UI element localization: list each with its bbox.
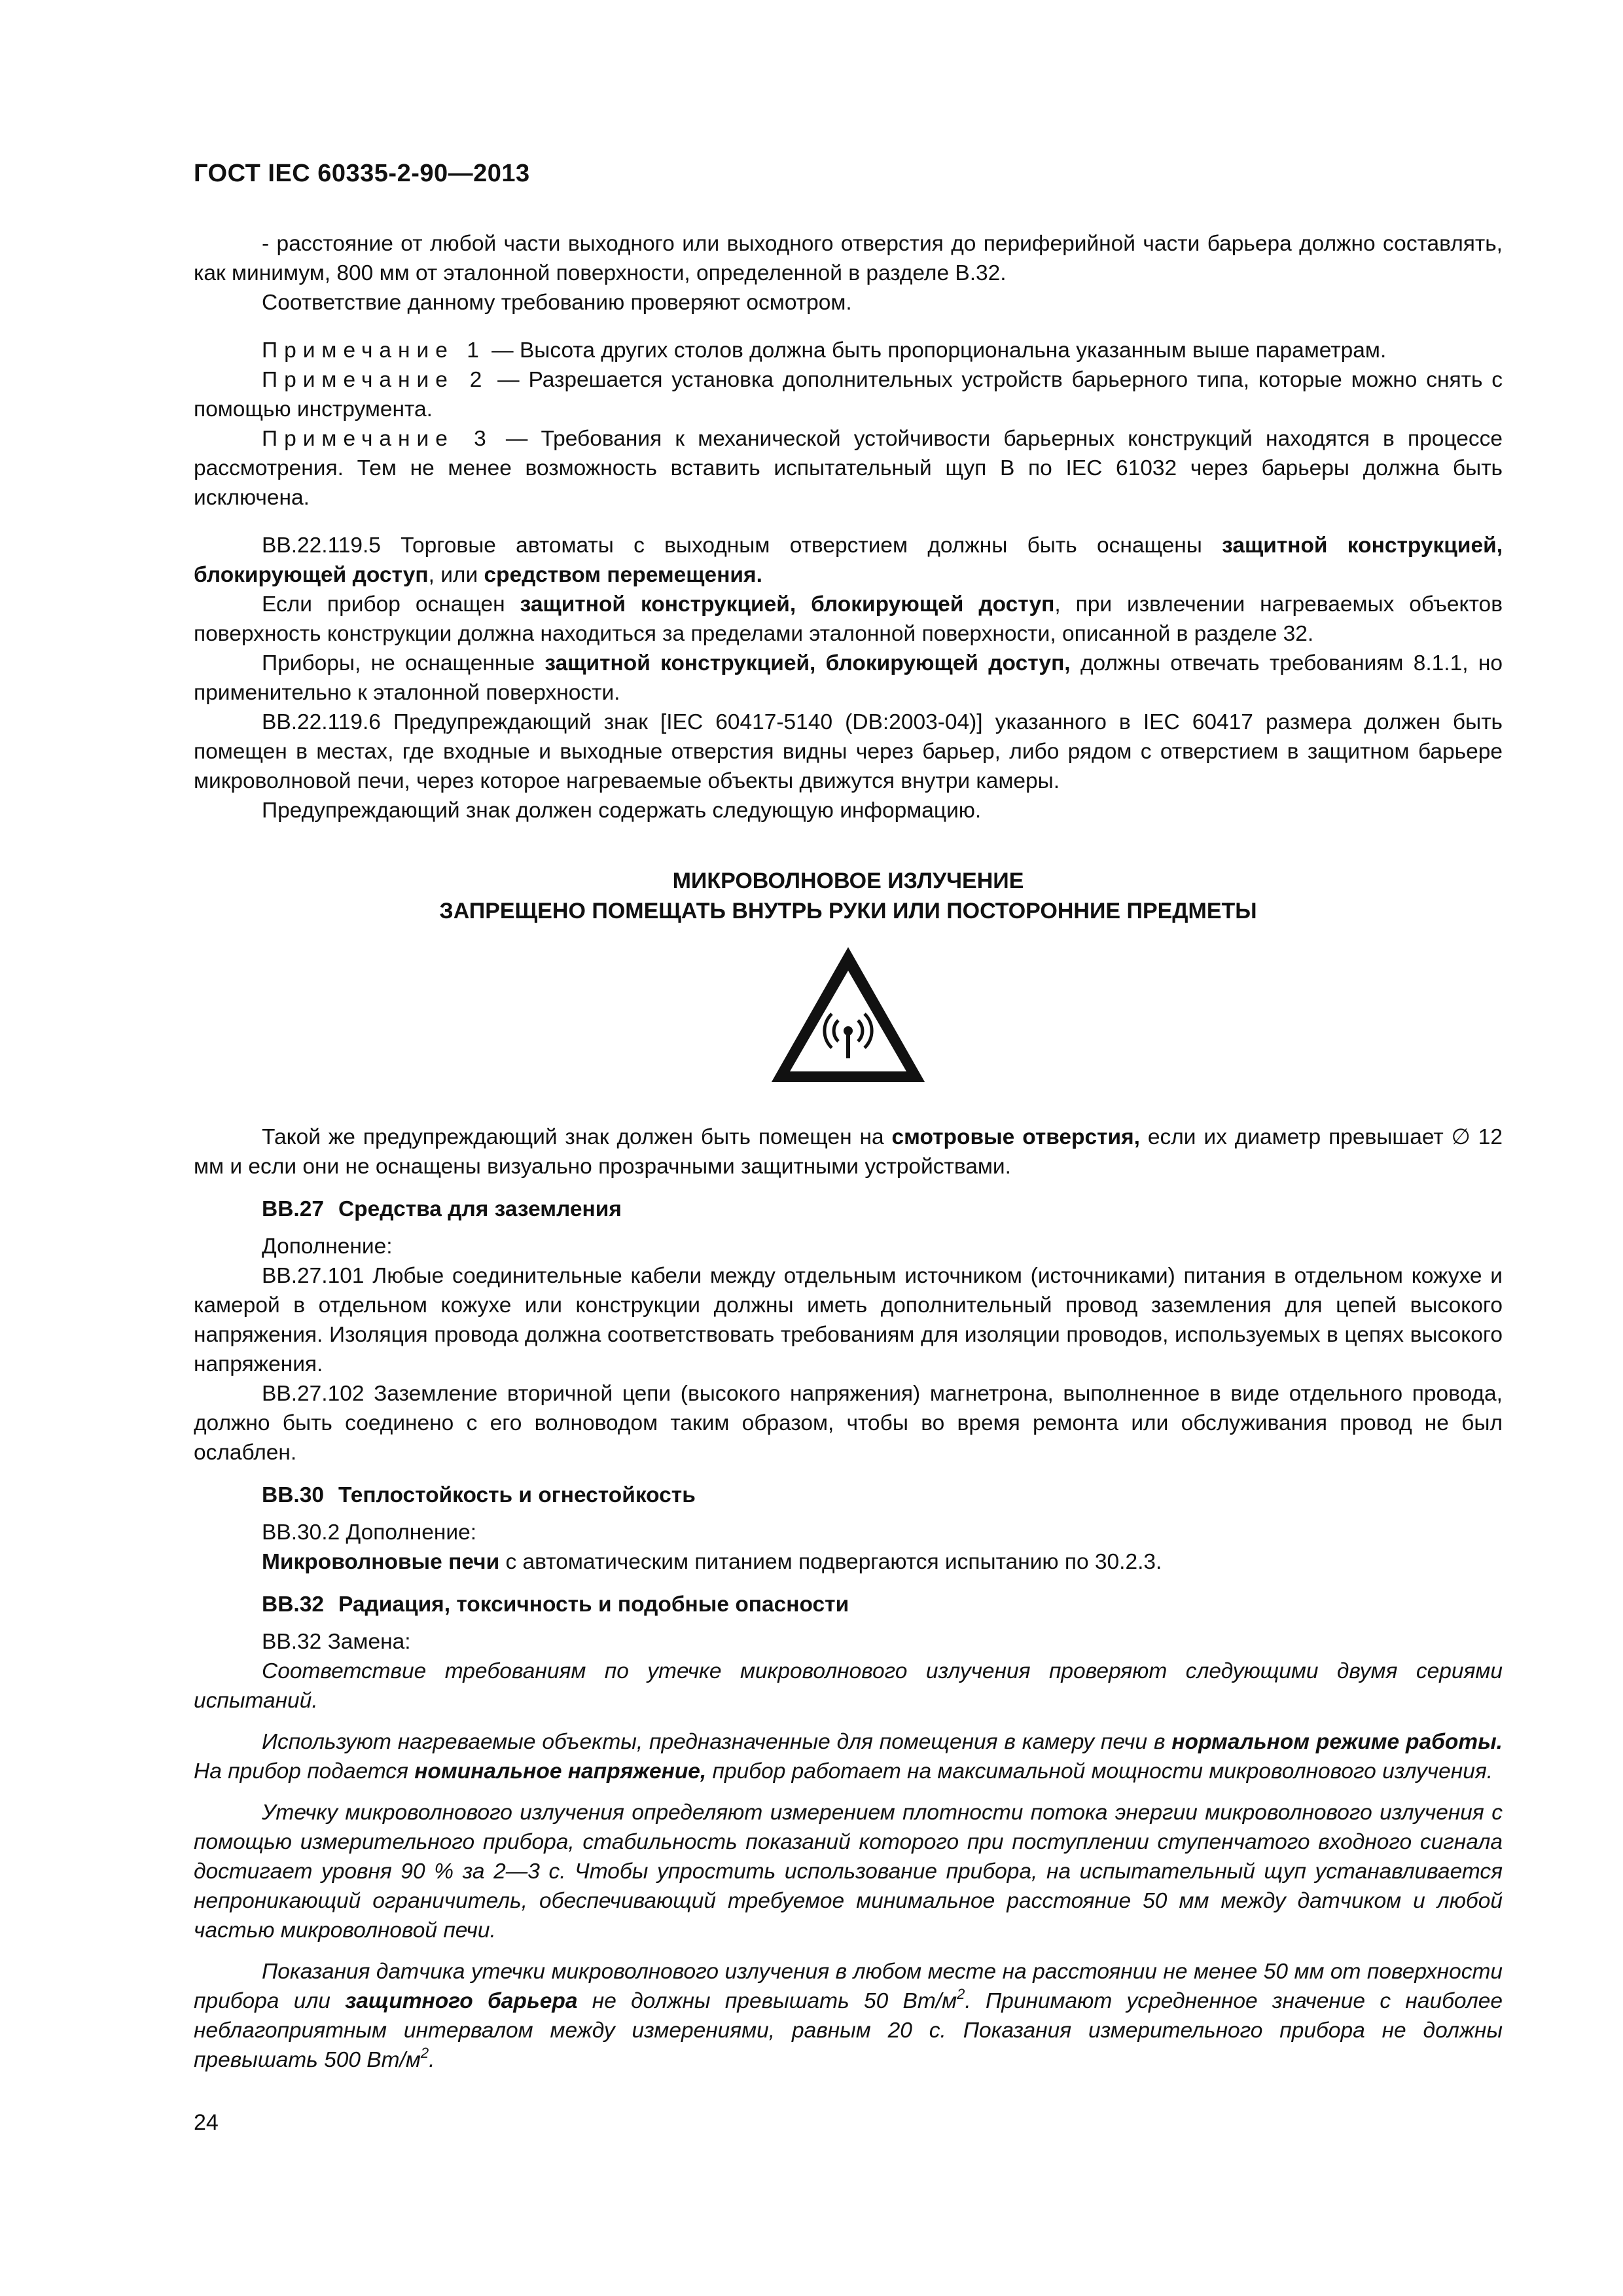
text-run: Используют нагреваемые объекты, предназначенные для помещения в камеру печи в [262, 1730, 1172, 1754]
section-title: Средства для заземления [338, 1197, 622, 1221]
section-number: ВВ.27 [262, 1197, 324, 1221]
paragraph-heated-objects [194, 1727, 1503, 1786]
clause-bb22-119-5 [194, 531, 1503, 590]
term-bold: защитного барьера [345, 1989, 578, 2013]
clause-bb27-102: ВВ.27.102 Заземление вторичной цепи (высокого напряжения) магнетрона, выполненное в виде отдельного провода, должно быть соединено с его волноводом таким образом, чтобы во время ремонта или обслуживания провод не был ослаблен. [194, 1382, 1503, 1465]
non-ionizing-radiation-warning-icon [768, 943, 929, 1087]
paragraph-sign-info: Предупреждающий знак должен содержать следующую информацию. [262, 798, 982, 823]
section-number: ВВ.30 [262, 1483, 324, 1507]
text-run: с автоматическим питанием подвергаются испытанию по 30.2.3. [499, 1550, 1162, 1574]
paragraph-access-barrier [194, 590, 1503, 649]
note-2 [194, 365, 1503, 424]
warning-title-line1: МИКРОВОЛНОВОЕ ИЗЛУЧЕНИЕ [672, 869, 1024, 893]
standard-header: ГОСТ IEC 60335-2-90—2013 [194, 160, 530, 187]
text-run: . [429, 2048, 435, 2072]
paragraph-viewing-openings [194, 1122, 1503, 1181]
text-run: , или [428, 563, 484, 587]
text-run: На прибор подается [194, 1759, 415, 1784]
term-bold: защитной конструкцией, блокирующей доступ [194, 533, 1503, 587]
note-text: — Требования к механической устойчивости барьерных конструкций находятся в процессе рассмотрения. Тем не менее возможность вставить испытательный щуп В по IEC 61032 через барьеры должна быть исключена. [194, 427, 1503, 510]
term-bold: Микроволновые печи [262, 1550, 500, 1574]
text-run: ВВ.22.119.5 Торговые автоматы с выходным отверстием должны быть оснащены [262, 533, 1222, 558]
section-title: Радиация, токсичность и подобные опасности [338, 1592, 849, 1617]
term-bold: защитной конструкцией, блокирующей доступ, [544, 651, 1071, 675]
note-label: Примечание 2 [262, 368, 489, 392]
clause-bb30-2: ВВ.30.2 Дополнение: [262, 1520, 477, 1545]
text-run: не должны превышать 50 Вт/м [577, 1989, 957, 2013]
note-1 [194, 336, 1503, 365]
paragraph-test-series: Соответствие требованиям по утечке микроволнового излучения проверяют следующими двумя сериями испытаний. [194, 1659, 1503, 1713]
note-3 [194, 424, 1503, 512]
text-run: прибор работает на максимальной мощности микроволнового излучения. [706, 1759, 1493, 1784]
text-run: Такой же предупреждающий знак должен быть помещен на [262, 1125, 892, 1149]
page-number: 24 [194, 2110, 219, 2135]
text-run: Показания датчика утечки микроволнового излучения в любом месте на расстоянии не менее 50 мм от поверхности прибора или [194, 1960, 1503, 2013]
warning-sign [194, 943, 1503, 1094]
document-body [194, 229, 1503, 2075]
section-title: Теплостойкость и огнестойкость [338, 1483, 696, 1507]
text-run: Приборы, не оснащенные [262, 651, 545, 675]
paragraph-compliance-check: Соответствие данному требованию проверяют осмотром. [262, 291, 852, 315]
text-run: должны отвечать требованиям 8.1.1, но применительно к эталонной поверхности. [194, 651, 1503, 705]
note-text: — Высота других столов должна быть пропорциональна указанным выше параметрам. [485, 338, 1387, 363]
term-bold: номинальное напряжение, [414, 1759, 707, 1784]
term-bold: нормальном режиме работы. [1171, 1730, 1503, 1754]
section-heading-bb32 [194, 1590, 1503, 1619]
clause-bb27-101: ВВ.27.101 Любые соединительные кабели между отдельным источником (источниками) питания в отдельном кожухе и камерой в отдельном кожухе или конструкции должны иметь дополнительный провод заземления для цепей высокого напряжения. Изоляция провода должна соответствовать требованиям для изоляции проводов, используемых в цепях высокого напряжения. [194, 1264, 1503, 1376]
paragraph-barrier-distance: - расстояние от любой части выходного или выходного отверстия до периферийной части барьера должно составлять, как минимум, 800 мм от эталонной поверхности, определенной в разделе В.32. [194, 232, 1503, 285]
text-run: если их диаметр превышает ∅ 12 мм и если они не оснащены визуально прозрачными защитными устройствами. [194, 1125, 1503, 1179]
section-heading-bb30 [194, 1480, 1503, 1510]
superscript: 2 [957, 1986, 965, 2002]
warning-title-line2: ЗАПРЕЩЕНО ПОМЕЩАТЬ ВНУТРЬ РУКИ ИЛИ ПОСТОРОННИЕ ПРЕДМЕТЫ [439, 899, 1257, 924]
section-number: ВВ.32 [262, 1592, 324, 1617]
superscript: 2 [420, 2045, 429, 2061]
text-run: . Принимают усредненное значение с наиболее неблагоприятным интервалом между измерениями, равным 20 с. Показания измерительного прибора не должны превышать 500 Вт/м [194, 1989, 1503, 2072]
text-run: Если прибор оснащен [262, 592, 520, 617]
clause-bb22-119-6: ВВ.22.119.6 Предупреждающий знак [IEC 60417-5140 (DB:2003-04)] указанного в IEC 60417 размера должен быть помещен в местах, где входные и выходные отверстия видны через барьер, либо рядом с отверстием в защитном барьере микроволновой печи, через которое нагреваемые объекты движутся внутри камеры. [194, 710, 1503, 793]
paragraph-addition: Дополнение: [262, 1234, 393, 1259]
paragraph-microwave-ovens [194, 1547, 1503, 1577]
note-label: Примечание 1 [262, 338, 486, 363]
text-run: , при извлечении нагреваемых объектов поверхность конструкции должна находиться за пределами эталонной поверхности, описанной в разделе 32. [194, 592, 1503, 646]
paragraph-no-barrier [194, 649, 1503, 708]
paragraph-leakage-measurement: Утечку микроволнового излучения определяют измерением плотности потока энергии микроволнового излучения с помощью измерительного прибора, стабильность показаний которого при поступлении ступенчатого входного сигнала достигает уровня 90 % за 2—3 с. Чтобы упростить использование прибора, на испытательный щуп устанавливается непроникающий ограничитель, обеспечивающий требуемое минимальное расстояние 50 мм между датчиком и любой частью микроволновой печи. [194, 1801, 1503, 1943]
term-bold: средством перемещения. [484, 563, 762, 587]
note-label: Примечание 3 [262, 427, 493, 451]
section-heading-bb27 [194, 1194, 1503, 1224]
term-bold: защитной конструкцией, блокирующей доступ [520, 592, 1055, 617]
term-bold: смотровые отверстия, [891, 1125, 1140, 1149]
paragraph-leakage-limits [194, 1957, 1503, 2075]
note-text: — Разрешается установка дополнительных устройств барьерного типа, которые можно снять с помощью инструмента. [194, 368, 1503, 422]
clause-bb32-replacement: ВВ.32 Замена: [262, 1630, 411, 1654]
